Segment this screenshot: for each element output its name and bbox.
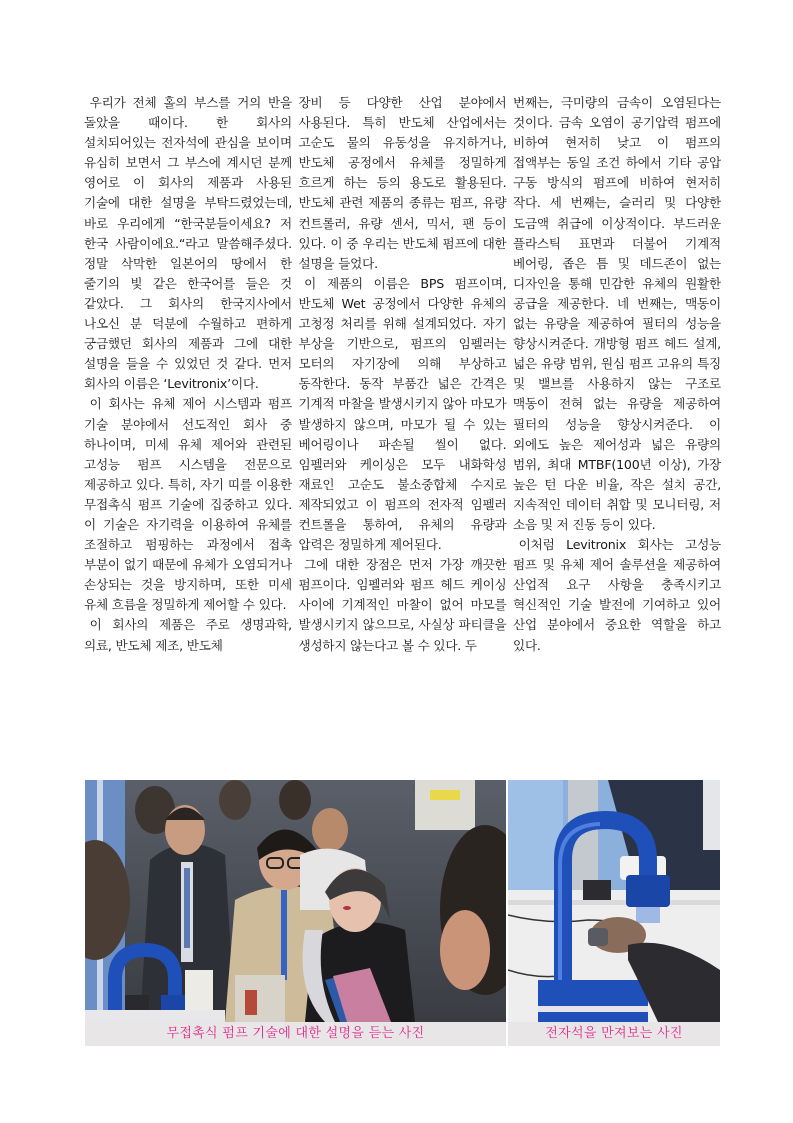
photo-electromagnet — [508, 780, 720, 1022]
paragraph: 번째는, 극미량의 금속이 오염된다는 것이다. 금속 오염이 공기압력 펌프에 비하여 현저히 낮고 이 펌프의 접액부는 동일 조건 하에서 기타 공압 구동 방식의 펌프에 비하여 현저히 작다. 세 번째는, 슬러리 및 다양한 도금액 취급에 이상적이다. 부드러운 플라스틱 표면과 더불어 기계적 베어링, 좁은 틈 및 데드존이 없는 디자인을 통해 민감한 유체의 원활한 공급을 제공한다. 네 번째는, 맥동이 없는 유량을 제공하여 필터의 성능을 향상시켜준다. 개방형 펌프 헤드 설계, 넓은 유량 범위, 원심 펌프 고유의 특징 및 밸브를 사용하지 않는 구조로 맥동이 전혀 없는 유량을 제공하여 필터의 성능을 향상시켜준다. 이 외에도 높은 제어성과 넓은 유량의 범위, 최대 MTBF(100년 이상), 가장 높은 턴 다운 비율, 작은 설치 공간, 지속적인 데이터 취합 및 모니터링, 저 소음 및 저 진동 등이 있다. — [513, 95, 721, 532]
paragraph: 그에 대한 장점은 먼저 가장 깨끗한 펌프이다. 임펠러와 펌프 헤드 케이싱 사이에 기계적인 마찰이 없어 마모를 발생시키지 않으므로, 사실상 파티클을 생성하지 않는다고 볼 수 있다. 두 — [298, 557, 507, 653]
paragraph: 우리가 전체 홀의 부스를 거의 반을 돌았을 때이다. 한 회사의 설치되어있는 전자석에 관심을 보이며 유심히 보면서 그 부스에 계시던 분께 영어로 이 회사의 제품과 사용된 기술에 대한 설명을 부탁드렸었는데, 바로 우리에게 “한국분들이세요? 저 한국 사람이에요.“라고 말씀해주셨다. 정말 삭막한 일본어의 땅에서 한 줄기의 빛 같은 한국어를 들은 것 같았다. 그 회사의 한국지사에서 나오신 분 덕분에 수월하고 편하게 궁금했던 회사의 제품과 그에 대한 설명을 들을 수 있었던 것 같다. 먼저 회사의 이름은 ‘Levitronix’이다. — [84, 95, 292, 392]
article-column-1 — [84, 93, 292, 779]
article-body — [84, 93, 721, 779]
figure-caption: 무접촉식 펌프 기술에 대한 설명을 듣는 사진 — [85, 1022, 506, 1046]
figure-caption: 전자석을 만져보는 사진 — [508, 1022, 720, 1046]
paragraph: 이 제품의 이름은 BPS 펌프이며, 반도체 Wet 공정에서 다양한 유체의 고청정 처리를 위해 설계되었다. 자기 부상을 기반으로, 펌프의 임펠러는 모터의 자기장에 의해 부상하고 동작한다. 동작 부품간 넓은 간격은 기계적 마찰을 발생시키지 않아 마모가 발생하지 않으며, 마모가 될 수 있는 베어링이나 파손될 씰이 없다. 임펠러와 케이싱은 모두 내화학성 재료인 고순도 불소중합체 수지로 제작되었고 이 펌프의 전자적 임펠러 컨트롤을 통하여, 유체의 유량과 압력은 정밀하게 제어된다. — [298, 275, 507, 553]
figure-booth-visitors — [85, 780, 506, 1046]
paragraph: 이처럼 Levitronix 회사는 고성능 펌프 및 유체 제어 솔루션을 제공하여 산업적 요구 사항을 충족시키고 혁신적인 기술 발전에 기여하고 있어 산업 분야에서 중요한 역할을 하고 있다. — [513, 537, 721, 653]
photo-booth-visitors — [85, 780, 506, 1022]
figure-electromagnet — [508, 780, 720, 1046]
photo-strip — [85, 780, 720, 1046]
article-column-3 — [513, 93, 721, 779]
article-column-2 — [299, 93, 507, 779]
paragraph: 이 회사의 제품은 주로 생명과학, 의료, 반도체 제조, 반도체 — [84, 617, 292, 653]
paragraph: 장비 등 다양한 산업 분야에서 사용된다. 특히 반도체 산업에서는 고순도 물의 유동성을 유지하거나, 반도체 공정에서 유체를 정밀하게 흐르게 하는 등의 용도로 활용된다. 반도체 관련 제품의 종류는 펌프, 유량 컨트롤러, 유량 센서, 믹서, 팬 등이 있다. 이 중 우리는 반도체 펌프에 대한 설명을 들었다. — [298, 95, 507, 271]
paragraph: 이 회사는 유체 제어 시스템과 펌프 기술 분야에서 선도적인 회사 중 하나이며, 미세 유체 제어와 관련된 고성능 펌프 시스템을 전문으로 제공하고 있다. 특히, 자기 띠를 이용한 무접촉식 펌프 기술에 집중하고 있다. 이 기술은 자기력을 이용하여 유체를 조절하고 펌핑하는 과정에서 접촉 부분이 없기 때문에 유체가 오염되거나 손상되는 것을 방지하며, 또한 미세 유체 흐름을 정밀하게 제어할 수 있다. — [84, 396, 292, 613]
